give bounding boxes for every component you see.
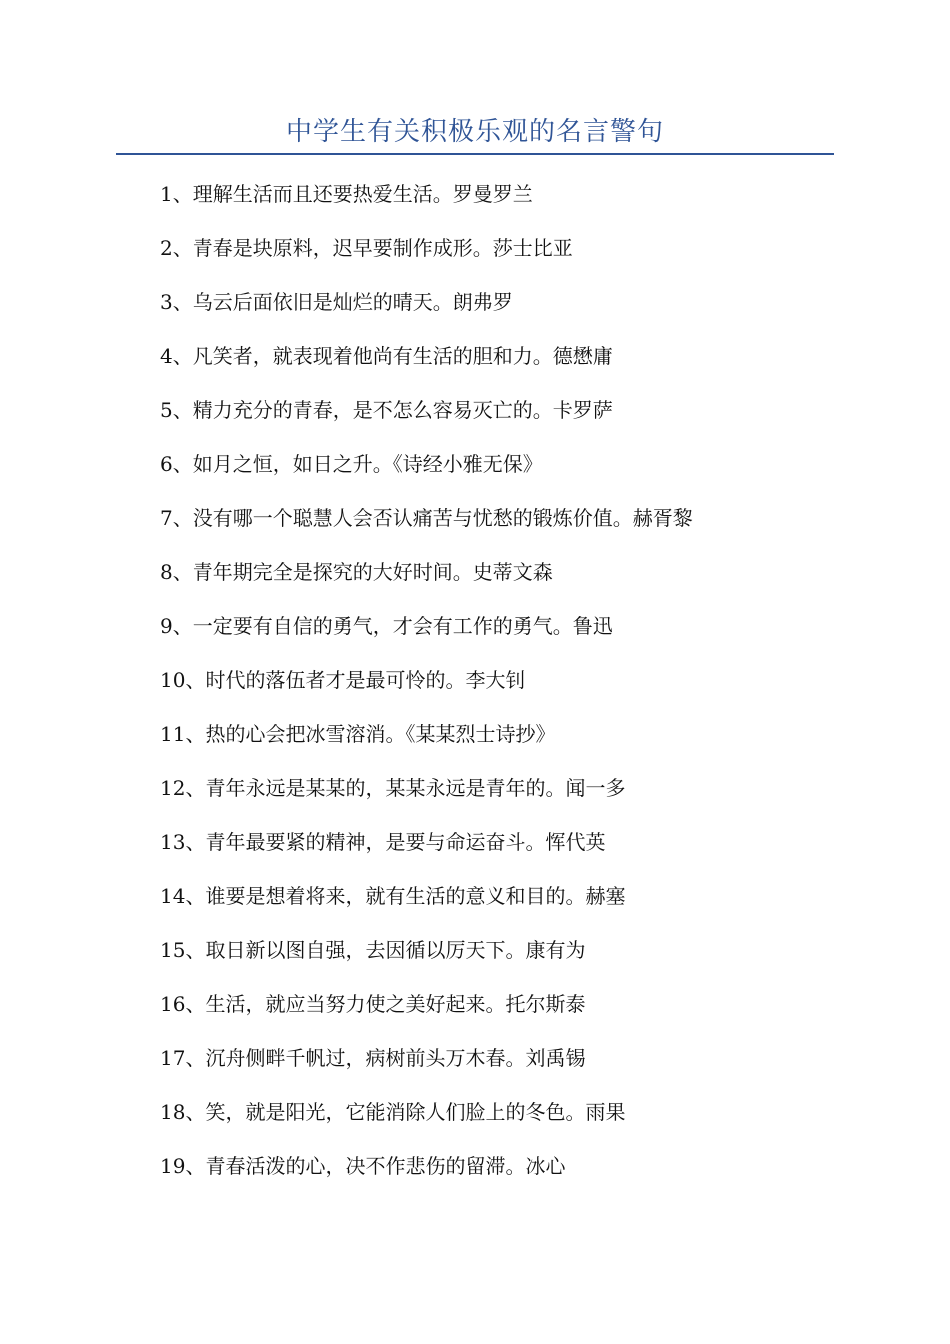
quote-item: 4、凡笑者，就表现着他尚有生活的胆和力。德懋庸: [160, 344, 613, 368]
quote-item: 1、理解生活而且还要热爱生活。罗曼罗兰: [160, 182, 533, 206]
quote-item: 12、青年永远是某某的，某某永远是青年的。闻一多: [160, 776, 626, 800]
quote-item: 16、生活，就应当努力使之美好起来。托尔斯泰: [160, 992, 586, 1016]
quote-item: 13、青年最要紧的精神，是要与命运奋斗。恽代英: [160, 830, 606, 854]
quote-item: 11、热的心会把冰雪溶消。《某某烈士诗抄》: [160, 722, 556, 746]
quote-item: 8、青年期完全是探究的大好时间。史蒂文森: [160, 560, 553, 584]
quote-item: 3、乌云后面依旧是灿烂的晴天。朗弗罗: [160, 290, 513, 314]
quote-item: 5、精力充分的青春，是不怎么容易灭亡的。卡罗萨: [160, 398, 613, 422]
quote-item: 19、青春活泼的心，决不作悲伤的留滞。冰心: [160, 1154, 566, 1178]
quote-item: 14、谁要是想着将来，就有生活的意义和目的。赫塞: [160, 884, 626, 908]
quote-item: 9、一定要有自信的勇气，才会有工作的勇气。鲁迅: [160, 614, 613, 638]
quote-item: 7、没有哪一个聪慧人会否认痛苦与忧愁的锻炼价值。赫胥黎: [160, 506, 693, 530]
quote-item: 2、青春是块原料，迟早要制作成形。莎士比亚: [160, 236, 573, 260]
title-underline: [116, 153, 834, 155]
quote-item: 6、如月之恒，如日之升。《诗经小雅无保》: [160, 452, 543, 476]
quote-item: 18、笑，就是阳光，它能消除人们脸上的冬色。雨果: [160, 1100, 626, 1124]
quote-item: 17、沉舟侧畔千帆过，病树前头万木春。刘禹锡: [160, 1046, 586, 1070]
document-title: 中学生有关积极乐观的名言警句: [285, 117, 664, 147]
quote-item: 10、时代的落伍者才是最可怜的。李大钊: [160, 668, 526, 692]
quote-item: 15、取日新以图自强，去因循以厉天下。康有为: [160, 938, 586, 962]
quote-list: [160, 178, 860, 1204]
